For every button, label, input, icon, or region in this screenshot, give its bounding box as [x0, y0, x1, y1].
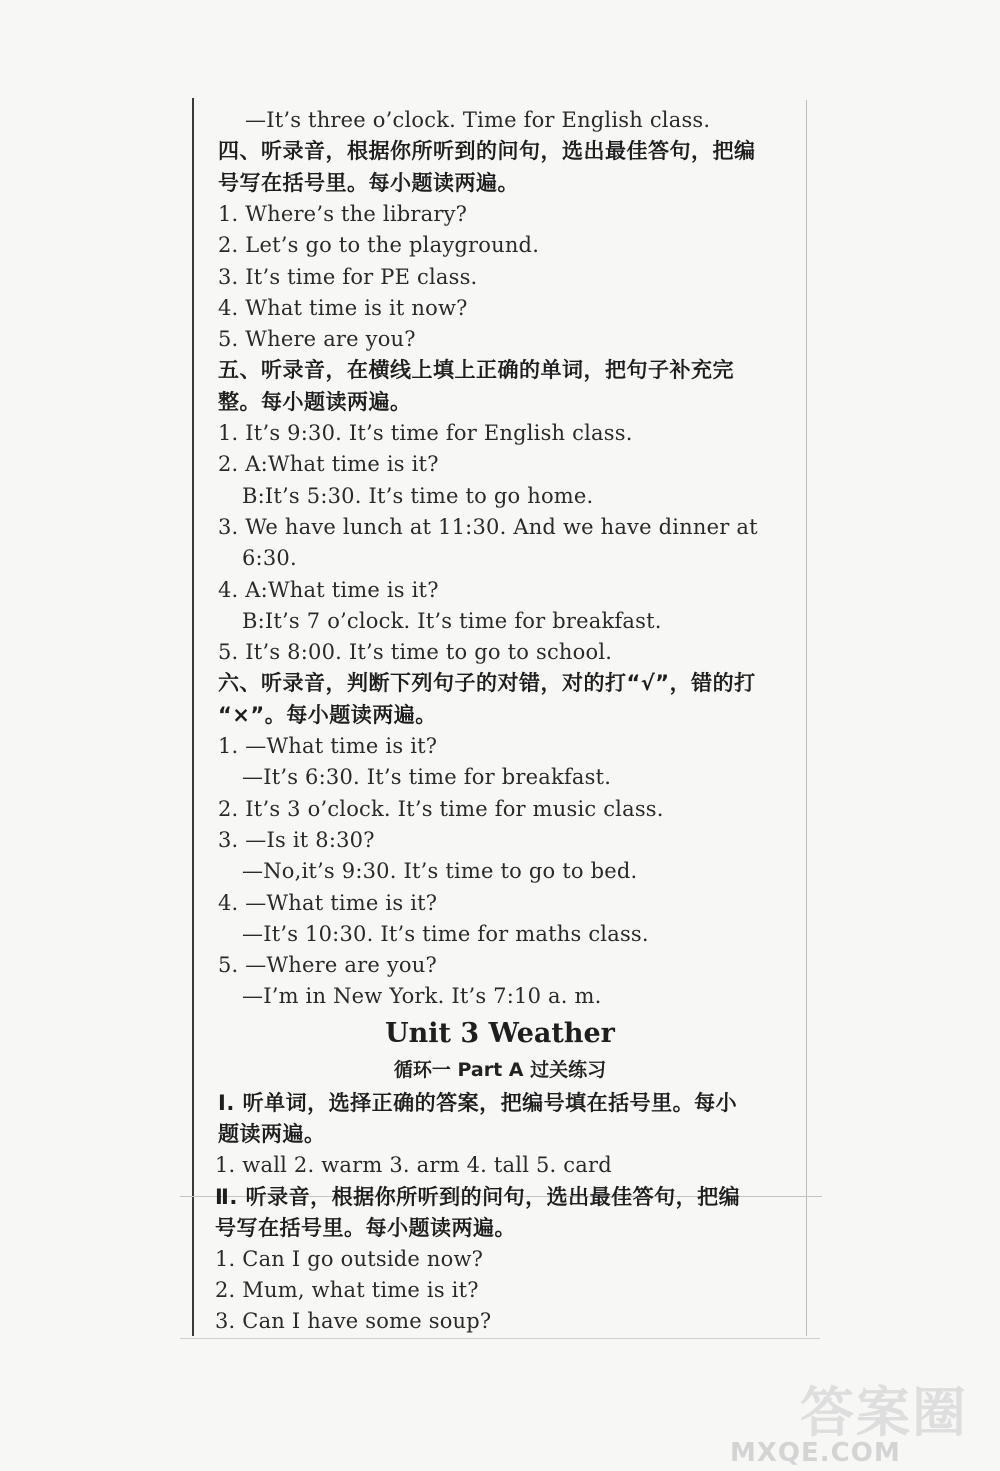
watermark-logo: [720, 1370, 1000, 1471]
text-line: 1. It’s 9:30. It’s time for English class.: [218, 421, 633, 445]
text-line: 4. What time is it now?: [218, 295, 468, 320]
text-line: —No,it’s 9:30. It’s time to go to bed.: [242, 859, 638, 884]
section-heading: “×”。每小题读两遍。: [218, 702, 437, 727]
bottom-rule: [180, 1338, 820, 1339]
section-heading: 号写在括号里。每小题读两遍。: [215, 1215, 516, 1240]
text-line: 1. Where’s the library?: [218, 201, 468, 226]
text-line: B:It’s 5:30. It’s time to go home.: [242, 483, 594, 508]
text-line: 1. Can I go outside now?: [215, 1247, 484, 1271]
text-line: 2. A:What time is it?: [218, 452, 439, 477]
text-line: 2. Let’s go to the playground.: [218, 233, 540, 258]
text-line: 5. Where are you?: [218, 327, 416, 352]
text-line: 4. A:What time is it?: [218, 577, 439, 602]
text-line: —I’m in New York. It’s 7:10 a. m.: [242, 984, 602, 1009]
section-heading: 整。每小题读两遍。: [218, 389, 412, 414]
text-line: 6:30.: [242, 546, 297, 571]
text-line: 1. —What time is it?: [218, 734, 438, 758]
unit-subtitle: 循环一 Part A 过关练习: [393, 1059, 607, 1081]
text-line: 3. We have lunch at 11:30. And we have dinner at: [218, 514, 758, 539]
section-heading: Ⅰ. 听单词，选择正确的答案，把编号填在括号里。每小: [218, 1091, 738, 1115]
text-line: 2. It’s 3 o’clock. It’s time for music class.: [218, 796, 664, 821]
text-line: 5. —Where are you?: [218, 953, 437, 978]
text-line: 3. Can I have some soup?: [215, 1309, 492, 1334]
text-line: —It’s 6:30. It’s time for breakfast.: [242, 765, 612, 790]
left-margin-rule: [192, 98, 194, 1336]
text-line: 3. It’s time for PE class.: [218, 264, 478, 289]
section-heading: Ⅱ. 听录音，根据你所听到的问句，选出最佳答句，把编: [215, 1184, 741, 1209]
right-margin-rule: [806, 100, 807, 1336]
text-line: —It’s 10:30. It’s time for maths class.: [242, 921, 649, 946]
section-heading: 四、听录音，根据你所听到的问句，选出最佳答句，把编: [218, 139, 756, 164]
text-line: —It’s three o’clock. Time for English class.: [245, 108, 711, 132]
section-heading: 五、听录音，在横线上填上正确的单词，把句子补充完: [218, 358, 734, 383]
watermark-url: MXQE.COM: [730, 1438, 901, 1468]
watermark-chinese: 答案圈: [800, 1381, 968, 1444]
text-line: 1. wall 2. warm 3. arm 4. tall 5. card: [215, 1153, 612, 1178]
section-heading: 六、听录音，判断下列句子的对错，对的打“√”，错的打: [218, 671, 756, 696]
text-line: 4. —What time is it?: [218, 890, 438, 915]
text-line: 3. —Is it 8:30?: [218, 827, 375, 852]
section-heading: 题读两遍。: [218, 1122, 326, 1147]
section-heading: 号写在括号里。每小题读两遍。: [218, 170, 519, 195]
unit-title: Unit 3 Weather: [385, 1018, 615, 1049]
text-line: 5. It’s 8:00. It’s time to go to school.: [218, 640, 613, 665]
text-line: B:It’s 7 o’clock. It’s time for breakfast.: [242, 608, 662, 633]
text-line: 2. Mum, what time is it?: [215, 1278, 479, 1303]
